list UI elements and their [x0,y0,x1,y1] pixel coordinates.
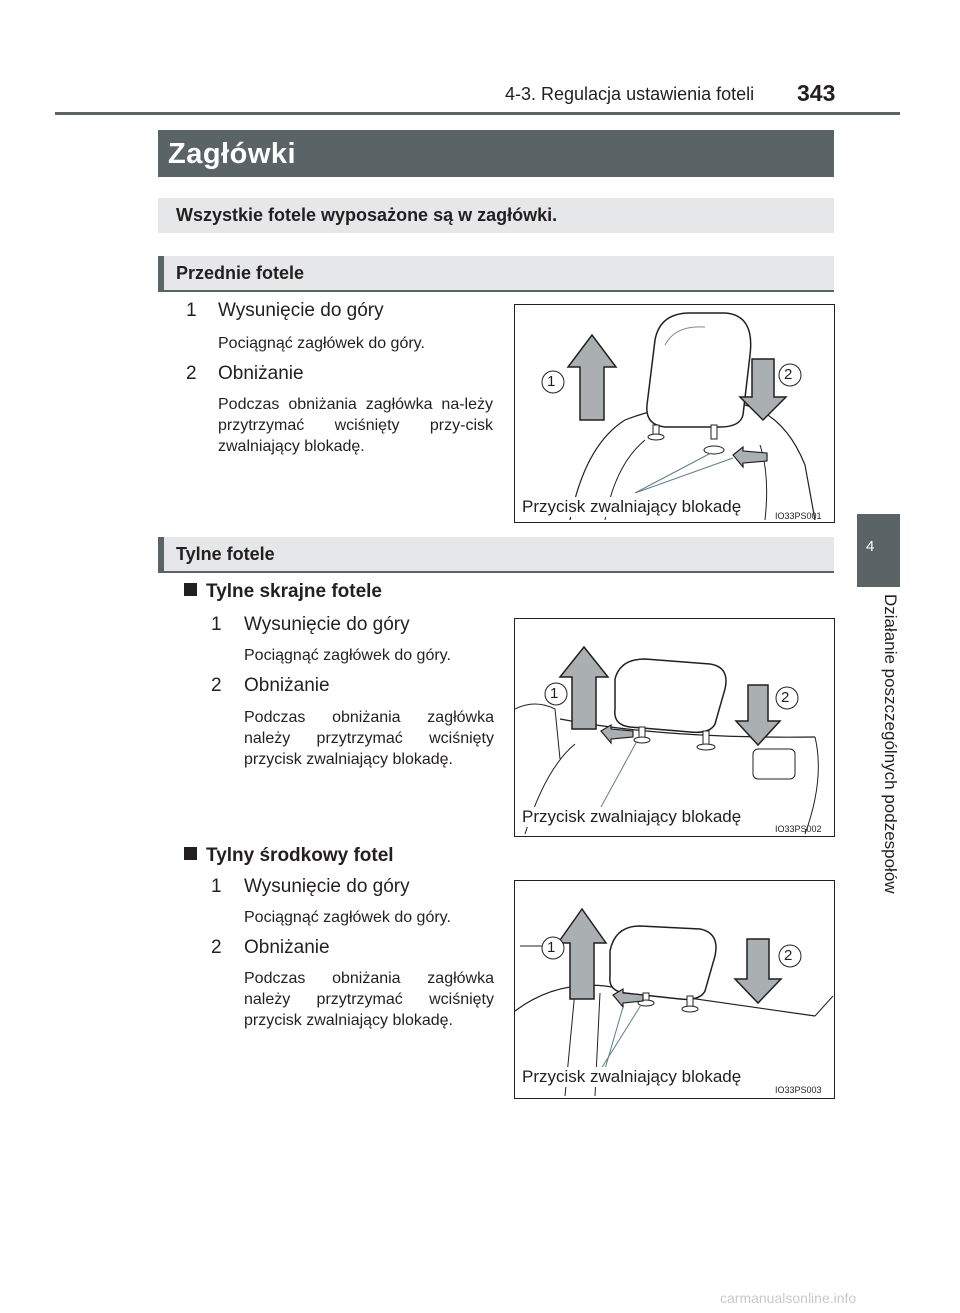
front-headrest-illustration [515,305,834,522]
section-title: 4-3. Regulacja ustawienia foteli [505,84,755,104]
front-step1-desc: Pociągnąć zagłówek do góry. [218,335,425,352]
chapter-label: Działanie poszczególnych podzespołów [881,594,900,894]
rear-outer-arrow2-label: 2 [781,689,790,706]
front-figure-code: IO33PS001 [775,511,822,521]
front-arrow1-label: 1 [547,373,556,390]
rear-center-step1-label: Wysunięcie do góry [244,876,410,897]
rear-outer-step2-label: Obniżanie [244,675,330,696]
rear-center-step1-desc: Pociągnąć zagłówek do góry. [244,909,451,926]
front-step2-label: Obniżanie [218,363,304,384]
rear-center-step1-number: 1 [211,876,222,897]
rear-center-step2-number: 2 [211,937,222,958]
rear-outer-headrest-figure [514,618,835,837]
watermark: carmanualsonline.info [720,1290,857,1306]
rear-center-headrest-figure [514,880,835,1099]
rear-center-arrow2-label: 2 [784,947,793,964]
chapter-tab [857,514,900,587]
front-arrow2-label: 2 [784,366,793,383]
page-title: Zagłówki [168,138,297,170]
intro-text: Wszystkie fotele wyposażone są w zagłówki. [176,205,558,225]
rear-outer-step1-number: 1 [211,614,222,635]
rear-outer-step1-desc: Pociągnąć zagłówek do góry. [244,647,451,664]
square-bullet-icon [184,847,197,860]
rear-seats-heading: Tylne fotele [176,544,275,564]
header-divider [55,112,900,115]
page-number: 343 [797,80,836,106]
rear-outer-step1-label: Wysunięcie do góry [244,614,410,635]
rear-outer-headrest-illustration [515,619,834,836]
front-step1-number: 1 [186,300,197,321]
rear-outer-figure-caption: Przycisk zwalniający blokadę [522,807,742,826]
front-seats-heading: Przednie fotele [176,263,305,283]
rear-center-step2-label: Obniżanie [244,937,330,958]
front-headrest-figure [514,304,835,523]
front-step2-desc: Podczas obniżania zagłówka na-leży przytrzymać wciśnięty przy-cisk zwalniający blokadę. [218,396,493,455]
rear-center-step2-desc: Podczas obniżania zagłówka należy przytrzymać wciśnięty przycisk zwalniający blokadę. [244,970,494,1029]
rear-center-arrow1-label: 1 [547,939,556,956]
rear-center-headrest-illustration [515,881,834,1098]
rear-center-figure-caption: Przycisk zwalniający blokadę [522,1067,742,1086]
chapter-number: 4 [866,538,875,555]
square-bullet-icon [184,583,197,596]
rear-outer-arrow1-label: 1 [550,685,559,702]
front-step2-number: 2 [186,363,197,384]
rear-outer-step2-desc: Podczas obniżania zagłówka należy przytrzymać wciśnięty przycisk zwalniający blokadę. [244,709,494,768]
rear-outer-step2-number: 2 [211,675,222,696]
rear-outer-figure-code: IO33PS002 [775,824,822,834]
rear-outer-heading: Tylne skrajne fotele [184,581,382,603]
rear-center-figure-code: IO33PS003 [775,1085,822,1095]
front-figure-caption: Przycisk zwalniający blokadę [522,497,742,516]
rear-center-heading: Tylny środkowy fotel [184,845,394,867]
front-step1-label: Wysunięcie do góry [218,300,384,321]
